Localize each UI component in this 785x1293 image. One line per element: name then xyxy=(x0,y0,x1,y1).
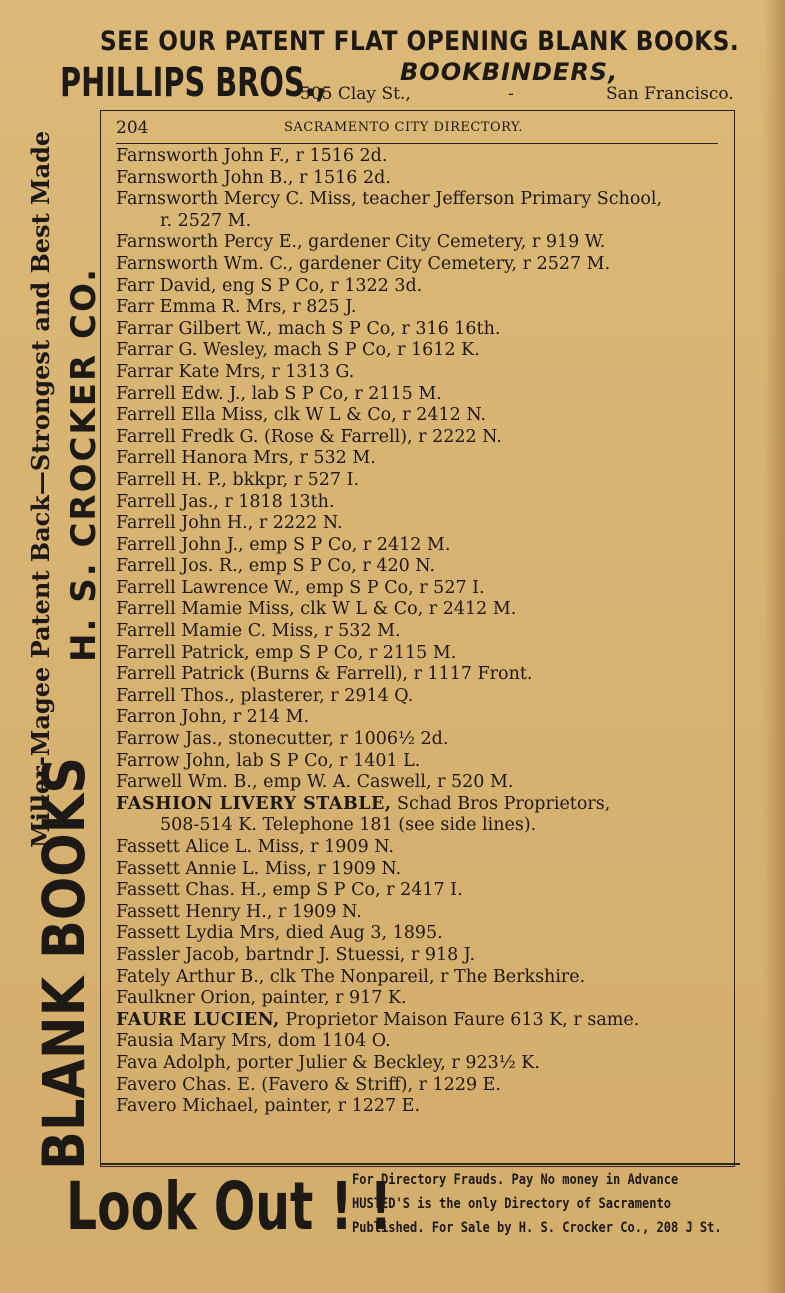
directory-entry xyxy=(116,232,724,254)
bookbinders-label: BOOKBINDERS, xyxy=(400,58,619,86)
entry-text: Farron John, r 214 M. xyxy=(116,707,310,728)
directory-entry xyxy=(116,1053,724,1075)
directory-entry xyxy=(116,751,724,773)
entry-text: Farrar G. Wesley, mach S P Co, r 1612 K. xyxy=(116,340,480,361)
directory-entry xyxy=(116,1096,724,1118)
entry-text: Fava Adolph, porter Julier & Beckley, r 923½ K. xyxy=(116,1052,540,1073)
entry-text: Farnsworth John B., r 1516 2d. xyxy=(116,167,391,188)
directory-entry xyxy=(116,254,724,276)
directory-entry xyxy=(116,707,724,729)
entry-text: Farnsworth Percy E., gardener City Cemetery, r 919 W. xyxy=(116,232,606,253)
directory-entry xyxy=(116,1031,724,1053)
entry-text: Farrell Thos., plasterer, r 2914 Q. xyxy=(116,685,414,706)
entry-text: Farrow Jas., stonecutter, r 1006½ 2d. xyxy=(116,729,449,750)
directory-entry xyxy=(116,319,724,341)
entry-bold-name: FASHION LIVERY STABLE, xyxy=(116,793,392,814)
directory-entry xyxy=(116,945,724,967)
entry-text: Fassett Lydia Mrs, died Aug 3, 1895. xyxy=(116,923,443,944)
patent-back-tagline: Miller-Magee Patent Back—Strongest and Best Made xyxy=(26,130,55,848)
entry-text: Favero Michael, painter, r 1227 E. xyxy=(116,1096,421,1117)
entry-text: Farrell Jas., r 1818 13th. xyxy=(116,491,335,512)
entry-text: Farrell Ella Miss, clk W L & Co, r 2412 N. xyxy=(116,405,487,426)
directory-entry xyxy=(116,772,724,794)
directory-entry xyxy=(116,578,724,600)
directory-entry xyxy=(116,686,724,708)
directory-entry xyxy=(116,621,724,643)
entry-text: Schad Bros Proprietors, xyxy=(391,793,611,814)
entry-text: Farrow John, lab S P Co, r 1401 L. xyxy=(116,750,421,771)
entry-text: r. 2527 M. xyxy=(160,210,252,231)
entry-text: Farrell Patrick (Burns & Farrell), r 1117 Front. xyxy=(116,664,533,685)
directory-entries xyxy=(116,146,724,1118)
directory-entry xyxy=(116,729,724,751)
entry-text: Fassler Jacob, bartndr J. Stuessi, r 918 J. xyxy=(116,944,476,965)
entry-text: Farrar Kate Mrs, r 1313 G. xyxy=(116,361,355,382)
page-number: 204 xyxy=(116,118,149,138)
entry-text: Fausia Mary Mrs, dom 1104 O. xyxy=(116,1031,391,1052)
directory-entry xyxy=(116,1010,724,1032)
entry-text: Fassett Henry H., r 1909 N. xyxy=(116,901,362,922)
notice-line: Published. For Sale by H. S. Crocker Co., 208 J St. xyxy=(352,1220,722,1236)
address-separator: - xyxy=(508,84,514,104)
directory-entry xyxy=(116,556,724,578)
directory-entry xyxy=(116,837,724,859)
bottom-rule xyxy=(100,1163,740,1165)
fraud-notice xyxy=(352,1168,752,1240)
directory-entry xyxy=(116,815,724,837)
phillips-address: 505 Clay St., xyxy=(300,84,411,104)
entry-text: Farrell Patrick, emp S P Co, r 2115 M. xyxy=(116,642,457,663)
directory-entry xyxy=(116,211,724,233)
entry-text: Farnsworth John F., r 1516 2d. xyxy=(116,146,388,166)
entry-text: Fassett Annie L. Miss, r 1909 N. xyxy=(116,858,402,879)
directory-entry xyxy=(116,340,724,362)
entry-text: Farrell Lawrence W., emp S P Co, r 527 I. xyxy=(116,577,485,598)
directory-entry xyxy=(116,146,724,168)
entry-text: Farr Emma R. Mrs, r 825 J. xyxy=(116,297,357,318)
directory-entry xyxy=(116,880,724,902)
crocker-co-label: H. S. CROCKER CO. xyxy=(64,266,104,662)
entry-text: Farnsworth Wm. C., gardener City Cemetery, r 2527 M. xyxy=(116,253,611,274)
page-header xyxy=(116,118,716,140)
entry-text: Farrell John J., emp S P Co, r 2412 M. xyxy=(116,534,451,555)
directory-entry xyxy=(116,923,724,945)
directory-entry xyxy=(116,643,724,665)
look-out-banner: Look Out ! ! xyxy=(66,1168,392,1245)
directory-entry xyxy=(116,535,724,557)
directory-entry xyxy=(116,427,724,449)
entry-text: Farrell H. P., bkkpr, r 527 I. xyxy=(116,469,360,490)
entry-bold-name: FAURE LUCIEN, xyxy=(116,1009,280,1030)
entry-text: Farrell Mamie Miss, clk W L & Co, r 2412 M. xyxy=(116,599,517,620)
directory-entry xyxy=(116,276,724,298)
entry-text: Proprietor Maison Faure 613 K, r same. xyxy=(279,1009,640,1030)
side-advertisement xyxy=(22,80,102,1170)
directory-entry xyxy=(116,384,724,406)
directory-entry xyxy=(116,470,724,492)
directory-entry xyxy=(116,794,724,816)
entry-text: Farrell Hanora Mrs, r 532 M. xyxy=(116,448,376,469)
phillips-bros-name: PHILLIPS BROS., xyxy=(60,60,327,106)
directory-entry xyxy=(116,168,724,190)
directory-entry xyxy=(116,448,724,470)
entry-text: Favero Chas. E. (Favero & Striff), r 1229 E. xyxy=(116,1074,501,1095)
directory-entry xyxy=(116,513,724,535)
entry-text: Fately Arthur B., clk The Nonpareil, r The Berkshire. xyxy=(116,966,586,987)
directory-entry xyxy=(116,967,724,989)
entry-text: Fassett Chas. H., emp S P Co, r 2417 I. xyxy=(116,880,463,901)
top-advertisement-headline: SEE OUR PATENT FLAT OPENING BLANK BOOKS. xyxy=(100,26,740,57)
entry-text: Farrell Fredk G. (Rose & Farrell), r 2222 N. xyxy=(116,426,502,447)
entry-text: Farr David, eng S P Co, r 1322 3d. xyxy=(116,275,423,296)
entry-text: Faulkner Orion, painter, r 917 K. xyxy=(116,988,407,1009)
entry-text: Farrell Edw. J., lab S P Co, r 2115 M. xyxy=(116,383,442,404)
directory-entry xyxy=(116,405,724,427)
directory-entry xyxy=(116,859,724,881)
entry-text: 508-514 K. Telephone 181 (see side lines). xyxy=(160,815,537,836)
directory-entry xyxy=(116,189,724,211)
blank-books-label: BLANK BOOKS xyxy=(30,757,98,1170)
phillips-city: San Francisco. xyxy=(606,84,734,104)
page-edge-shadow xyxy=(763,0,785,1293)
directory-entry xyxy=(116,492,724,514)
directory-entry xyxy=(116,599,724,621)
entry-text: Farrar Gilbert W., mach S P Co, r 316 16th. xyxy=(116,318,501,339)
entry-text: Farrell John H., r 2222 N. xyxy=(116,513,343,534)
entry-text: Farwell Wm. B., emp W. A. Caswell, r 520 M. xyxy=(116,772,514,793)
directory-entry xyxy=(116,297,724,319)
directory-entry xyxy=(116,664,724,686)
entry-text: Farnsworth Mercy C. Miss, teacher Jefferson Primary School, xyxy=(116,189,663,210)
directory-entry xyxy=(116,362,724,384)
directory-entry xyxy=(116,988,724,1010)
notice-line: HUSTED'S is the only Directory of Sacramento xyxy=(352,1196,671,1212)
directory-entry xyxy=(116,902,724,924)
entry-text: Farrell Jos. R., emp S P Co, r 420 N. xyxy=(116,556,436,577)
notice-line: For Directory Frauds. Pay No money in Advance xyxy=(352,1172,679,1188)
entry-text: Fassett Alice L. Miss, r 1909 N. xyxy=(116,837,395,857)
directory-title: SACRAMENTO CITY DIRECTORY. xyxy=(284,120,524,135)
entry-text: Farrell Mamie C. Miss, r 532 M. xyxy=(116,621,401,642)
directory-entry xyxy=(116,1075,724,1097)
header-rule xyxy=(116,143,718,144)
